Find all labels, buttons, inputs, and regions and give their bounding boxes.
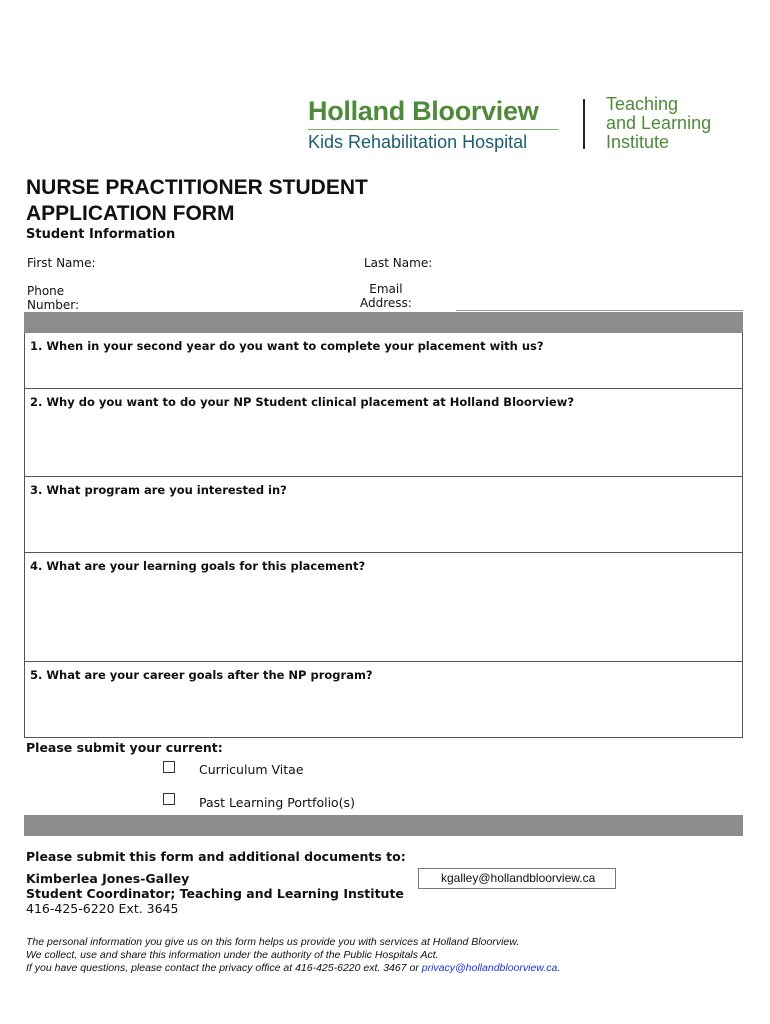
form-title-line1: NURSE PRACTITIONER STUDENT xyxy=(26,176,368,199)
email-label-line1: Email xyxy=(369,282,403,296)
phone-field[interactable] xyxy=(90,284,350,310)
privacy-line3-end: . xyxy=(557,962,561,974)
question-3-box[interactable] xyxy=(24,477,743,553)
logo-hospital-name: Holland Bloorview xyxy=(308,96,539,126)
question-1-text: 1. When in your second year do you want to complete your placement with us? xyxy=(30,339,544,353)
privacy-notice xyxy=(26,936,560,975)
logo-divider xyxy=(583,99,585,149)
first-name-label: First Name: xyxy=(27,256,96,270)
question-2-box[interactable] xyxy=(24,389,743,477)
logo-institute-line2: and Learning xyxy=(606,113,712,133)
logo-institute xyxy=(606,95,711,152)
last-name-label: Last Name: xyxy=(364,256,433,270)
submit-current-heading: Please submit your current: xyxy=(26,740,223,755)
contact-name: Kimberlea Jones-Galley xyxy=(26,871,190,886)
question-3-text: 3. What program are you interested in? xyxy=(30,483,287,497)
portfolio-checkbox[interactable] xyxy=(163,793,175,805)
question-4-box[interactable] xyxy=(24,553,743,662)
section-heading-student-info: Student Information xyxy=(26,227,176,242)
form-title-line2: APPLICATION FORM xyxy=(26,202,235,225)
cv-checkbox[interactable] xyxy=(163,761,175,773)
first-name-field[interactable] xyxy=(110,251,350,271)
cv-checkbox-label: Curriculum Vitae xyxy=(199,762,304,777)
phone-label-line1: Phone xyxy=(27,284,65,298)
logo-institute-line3: Institute xyxy=(606,132,670,152)
contact-email-box[interactable]: kgalley@hollandbloorview.ca xyxy=(418,868,616,889)
question-4-text: 4. What are your learning goals for this placement? xyxy=(30,559,366,573)
privacy-line3 xyxy=(26,962,560,975)
contact-phone: 416-425-6220 Ext. 3645 xyxy=(26,901,179,916)
email-label-line2: Address: xyxy=(360,296,412,310)
submit-to-heading: Please submit this form and additional documents to: xyxy=(26,849,406,864)
logo-hospital-subtitle: Kids Rehabilitation Hospital xyxy=(308,132,528,152)
form-title xyxy=(26,175,368,227)
question-5-box[interactable] xyxy=(24,662,743,738)
logo-institute-line1: Teaching xyxy=(606,94,679,114)
question-2-text: 2. Why do you want to do your NP Student clinical placement at Holland Bloorview? xyxy=(30,395,575,409)
privacy-line1: The personal information you give us on this form helps us provide you with services at Holland Bloorview. xyxy=(26,936,520,948)
email-field[interactable] xyxy=(456,286,743,310)
email-field-line xyxy=(456,310,743,311)
question-1-box[interactable] xyxy=(24,333,743,389)
privacy-email-link[interactable]: privacy@hollandbloorview.ca xyxy=(421,962,558,974)
phone-label xyxy=(27,284,79,312)
section-divider-bar xyxy=(24,312,743,333)
privacy-line2: We collect, use and share this information under the authority of the Public Hospitals Act. xyxy=(26,949,439,961)
last-name-field[interactable] xyxy=(442,251,742,271)
portfolio-checkbox-label: Past Learning Portfolio(s) xyxy=(199,795,355,810)
email-label xyxy=(360,282,412,310)
section-divider-bar-bottom xyxy=(24,815,743,836)
privacy-line3-text: If you have questions, please contact the privacy office at 416-425-6220 ext. 3467 or xyxy=(26,962,422,974)
contact-role: Student Coordinator; Teaching and Learning Institute xyxy=(26,886,404,901)
question-5-text: 5. What are your career goals after the NP program? xyxy=(30,668,373,682)
logo-rule xyxy=(308,129,558,130)
phone-label-line2: Number: xyxy=(27,298,80,312)
